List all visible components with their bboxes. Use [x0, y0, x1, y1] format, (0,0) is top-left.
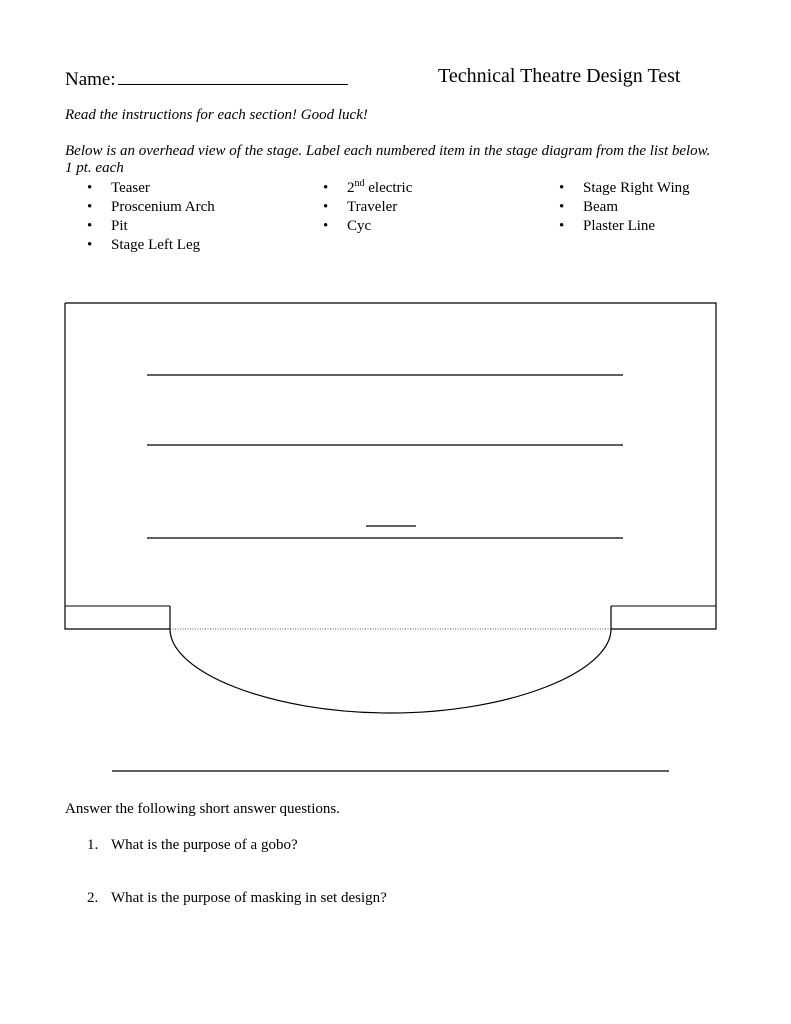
term-item: • Cyc — [323, 218, 372, 234]
term-item: • Beam — [559, 199, 618, 215]
term-item: • Stage Right Wing — [559, 180, 690, 196]
term-item: • Stage Left Leg — [87, 237, 201, 253]
term-item: • Plaster Line — [559, 218, 656, 234]
term-item: • Teaser — [87, 180, 150, 196]
term-item: • Traveler — [323, 199, 398, 215]
stage-outline — [65, 303, 716, 629]
question-text: What is the purpose of masking in set design? — [111, 890, 387, 906]
question-text: What is the purpose of a gobo? — [111, 837, 298, 853]
term-item: • Proscenium Arch — [87, 199, 215, 215]
name-label: Name: — [65, 66, 348, 91]
term-item: • Pit — [87, 218, 128, 234]
question-number: 1. — [87, 837, 99, 853]
term-item: • 2nd electric — [323, 178, 413, 196]
page-title: Technical Theatre Design Test — [438, 65, 681, 87]
general-instructions: Read the instructions for each section! Good luck! — [65, 107, 368, 123]
short-answer-intro: Answer the following short answer questions. — [65, 801, 340, 817]
pit-arc — [170, 629, 611, 713]
question-number: 2. — [87, 890, 99, 906]
diagram-instructions: Below is an overhead view of the stage. Label each numbered item in the stage diagram from the list below. 1 pt. each — [65, 143, 711, 176]
